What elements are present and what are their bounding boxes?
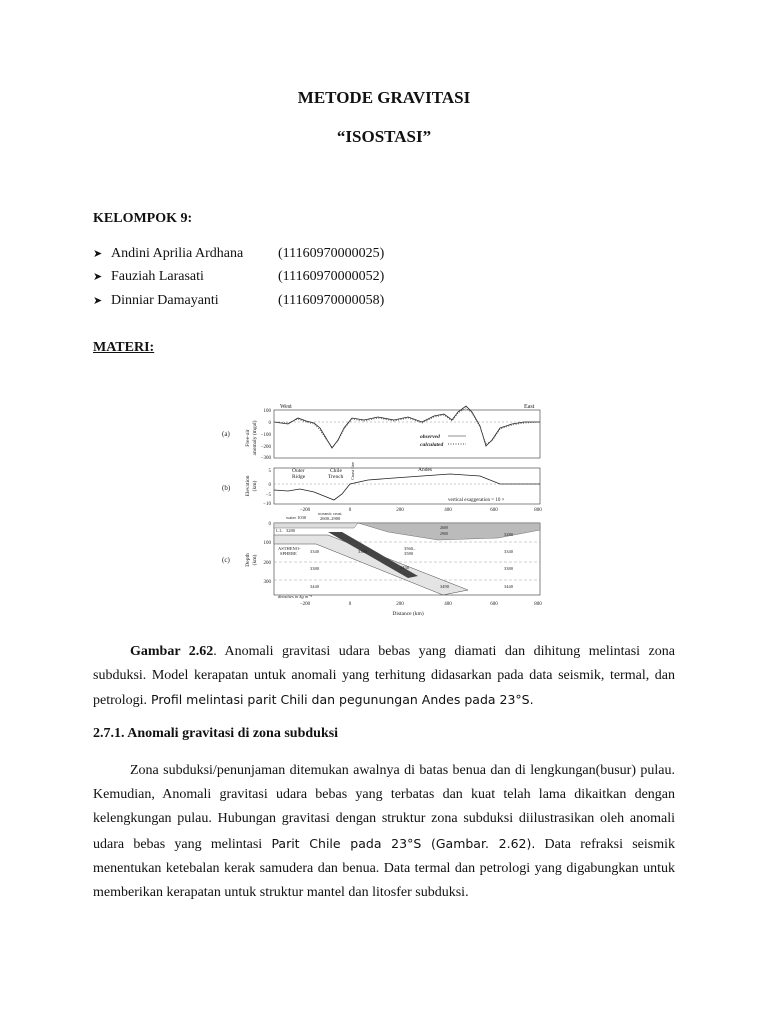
density-label: 2600 (440, 525, 448, 530)
density-label: 3380 (504, 566, 513, 571)
ylabel-c2: (km) (252, 554, 258, 566)
tick-a: −300 (260, 456, 271, 461)
tick-c: 100 (263, 541, 271, 546)
body-text-2: Parit Chile pada 23°S (Gambar. 2.62). (271, 835, 536, 851)
legend-observed: observed (420, 434, 440, 440)
ll-label: L.L. (276, 528, 283, 533)
section-heading: 2.7.1. Anomali gravitasi di zona subduksi (93, 726, 339, 741)
body-text-3: Data refraksi seismik menentukan ketebalan kerak samudera dan benua. Data termal dan petrologi yang digabungkan untuk memberikan kerapatan untuk struktur mantel dan litosfer subduksi. (93, 836, 675, 901)
tick-b: −5 (265, 493, 271, 498)
west-label: West (280, 404, 292, 410)
xtick-c: 800 (534, 602, 542, 607)
crust-density-label: 2600–2900 (320, 516, 341, 521)
tick-c: 200 (263, 561, 271, 566)
tick-c: 300 (263, 580, 271, 585)
caption-label: Gambar 2.62 (130, 644, 214, 659)
tick-b: 5 (268, 469, 271, 474)
tick-a: 0 (268, 421, 271, 426)
xtick-b: 400 (444, 508, 452, 513)
panel-b-label: (b) (222, 484, 231, 492)
density-label: 3340 (504, 549, 513, 554)
xtick-c: 400 (444, 602, 452, 607)
xtick-b: 0 (348, 508, 352, 513)
calculated-curve (274, 408, 540, 447)
density-label: 3300 (358, 549, 367, 554)
topography-curve (274, 474, 540, 500)
outer-ridge-label-2: Ridge (292, 474, 306, 480)
xtick-b: 600 (490, 508, 498, 513)
member-name: Fauziah Larasati (111, 269, 204, 284)
tick-b: 0 (268, 483, 271, 488)
asthenosphere-label-1: ASTHENO- (278, 546, 301, 551)
panel-c-label: (c) (222, 556, 230, 564)
tick-a: −200 (260, 445, 271, 450)
xtick-c: 600 (490, 602, 498, 607)
member-item (93, 293, 384, 310)
density-label: 2900 (440, 531, 448, 536)
density-label: 3340 (310, 549, 319, 554)
tick-a: −100 (260, 433, 271, 438)
density-label: 3280 (504, 532, 513, 537)
density-label: 3380 (310, 566, 319, 571)
ylabel-b2: (km) (252, 480, 258, 492)
body-text-1: Zona subduksi/penunjaman ditemukan awalnya di batas benua dan di lengkungan(busur) pulau. Kemudian, Anomali gravitasi udara bebas yang terbatas dan kuat telah lama dikaitkan dengan kelengkungan pulau. Hubungan gravitasi dengan struktur zona subduksi diilustrasikan oleh anomali udara bebas yang melintasi (93, 763, 675, 852)
density-label: 3440 (310, 584, 319, 589)
oceanic-crust-label: oceanic crust (318, 511, 342, 516)
density-label: 3440 (504, 584, 513, 589)
ylabel-b1: Elevation (245, 475, 251, 497)
body-paragraph (93, 759, 675, 905)
east-label: East (524, 404, 535, 410)
andes-label: Andes (418, 467, 433, 473)
member-id: (11160970000025) (278, 246, 385, 261)
density-label: 3430 (400, 565, 409, 570)
tick-a: 100 (263, 409, 271, 414)
observed-curve (274, 406, 540, 448)
page-subtitle: “ISOSTASI” (336, 127, 432, 146)
bullet-arrow-icon: ➤ (93, 271, 103, 283)
density-label: 3280 (286, 528, 295, 533)
water-label: water 1030 (286, 515, 307, 520)
panel-a-label: (a) (222, 430, 230, 438)
outer-ridge-label-1: Outer (292, 468, 305, 474)
density-label: 3580 (404, 551, 413, 556)
figure-gravity-subduction (218, 398, 548, 624)
member-id: (11160970000052) (278, 269, 385, 284)
member-name: Dinniar Damayanti (111, 293, 219, 308)
chile-trench-label-1: Chile (330, 468, 342, 474)
materi-heading: MATERI: (93, 340, 155, 355)
member-item (93, 246, 384, 263)
subducting-slab (274, 535, 468, 595)
caption-text: . Anomali gravitasi udara bebas yang diamati dan dihitung melintasi zona subduksi. Model kerapatan untuk anomali yang terhitung didasarkan pada data seismik, termal, dan petrologi. (93, 644, 675, 709)
chile-trench-label-2: Trench (328, 474, 344, 480)
xtick-b: −200 (299, 508, 311, 513)
member-item (93, 269, 384, 286)
tick-b: −10 (263, 502, 271, 507)
figure-caption (93, 640, 675, 714)
bullet-arrow-icon: ➤ (93, 248, 103, 260)
xtick-c: 200 (396, 602, 404, 607)
density-label: 3490 (440, 584, 449, 589)
ylabel-c1: Depth (245, 553, 251, 567)
coast-line-label: Coast line (350, 461, 355, 480)
member-id: (11160970000058) (278, 293, 385, 308)
member-name: Andini Aprilia Ardhana (111, 246, 244, 261)
densities-note: densities in kg m⁻³ (278, 594, 312, 599)
vertical-exaggeration-label: vertical exaggeration = 10 × (448, 498, 505, 503)
legend-calculated: calculated (420, 442, 444, 448)
xtick-b: 200 (396, 508, 404, 513)
group-heading: KELOMPOK 9: (93, 211, 193, 226)
x-axis-label: Distance (km) (392, 611, 424, 617)
tick-c: 0 (268, 522, 271, 527)
caption-text-2: Profil melintasi parit Chili dan pegunungan Andes pada 23°S. (147, 692, 534, 708)
xtick-b: 800 (534, 508, 542, 513)
asthenosphere-label-2: SPHERE (280, 551, 297, 556)
page-title: METODE GRAVITASI (297, 88, 471, 107)
density-label: 3560– (404, 546, 416, 551)
ylabel-a1: Free-air (245, 429, 251, 447)
ylabel-a2: anomaly (mgal) (252, 420, 258, 456)
xtick-c: −200 (299, 602, 311, 607)
xtick-c: 0 (348, 602, 352, 607)
bullet-arrow-icon: ➤ (93, 295, 103, 307)
